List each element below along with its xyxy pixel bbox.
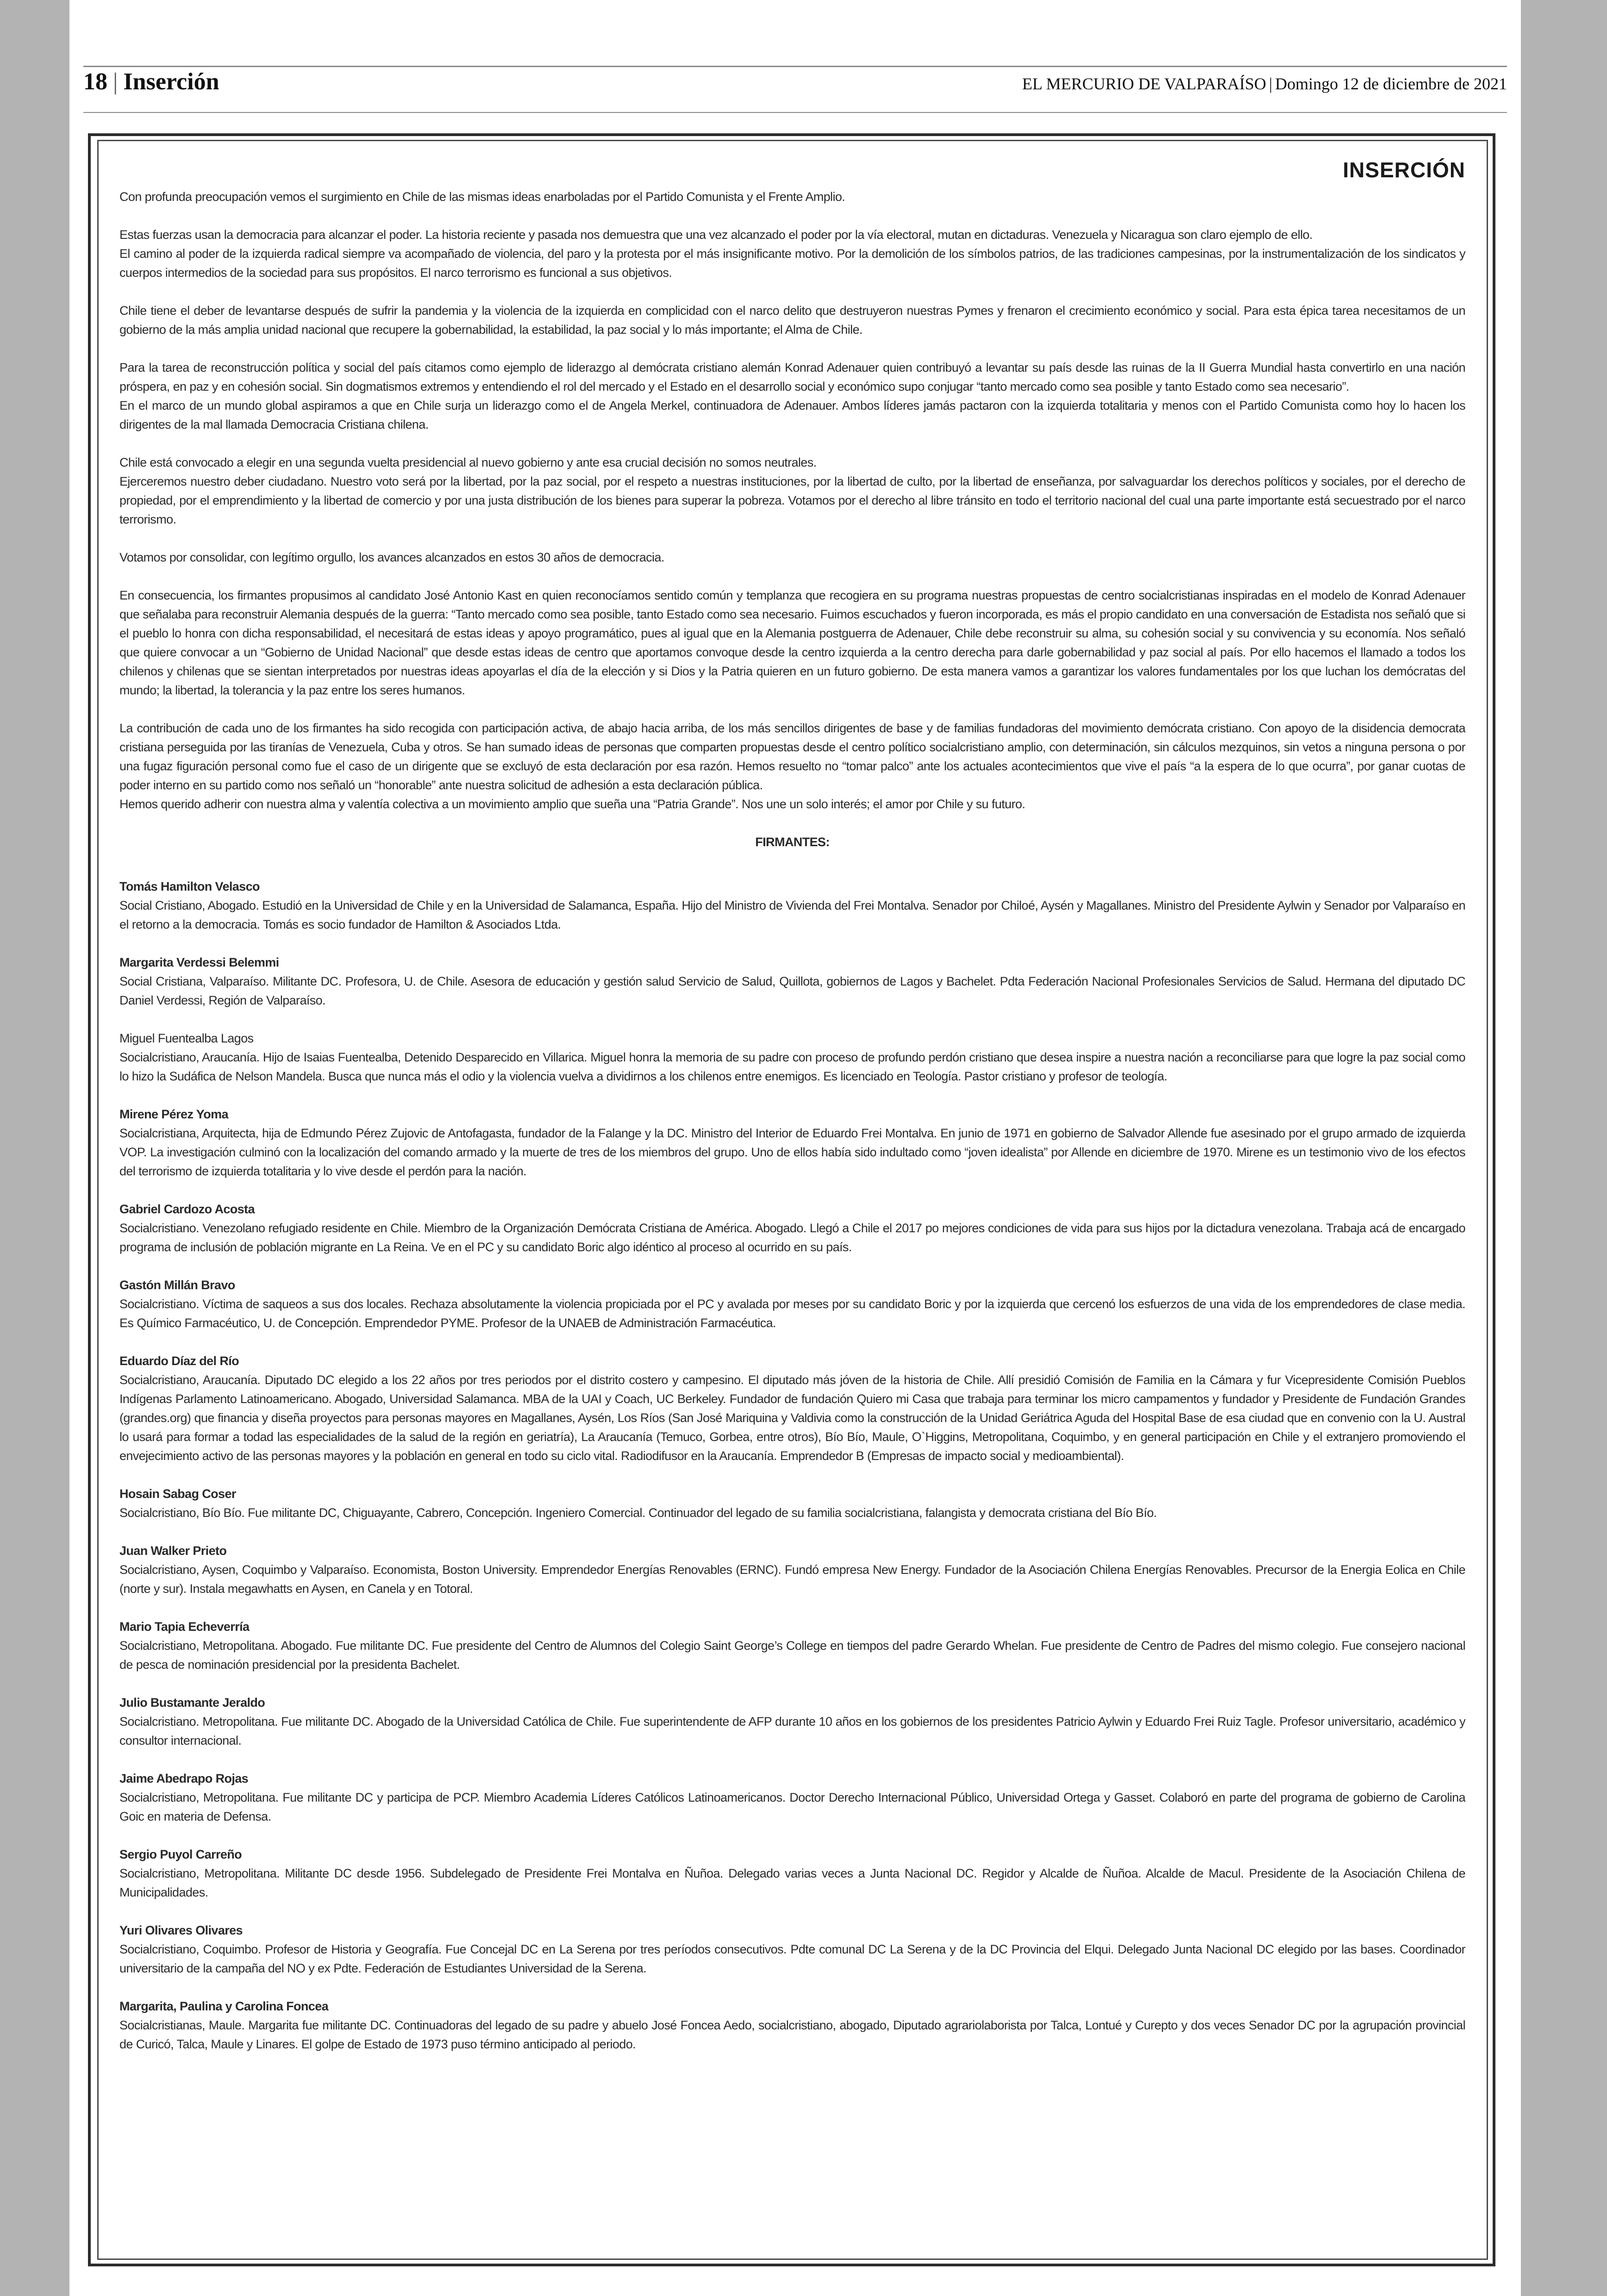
body-paragraph [119,586,1465,700]
newspaper-page [69,0,1521,2296]
paragraph-line: Votamos por consolidar, con legítimo orgullo, los avances alcanzados en estos 30 años de democracia. [119,550,664,564]
signer-name: Julio Bustamante Jeraldo [119,1696,265,1710]
page-header-right [1022,74,1507,94]
header-separator: | [113,68,118,95]
signer-description: Socialcristiano, Coquimbo. Profesor de Historia y Geografía. Fue Concejal DC en La Serena por tres períodos consecutivos. Pdte comunal DC La Serena y de la DC Provincia del Elqui. Delegado Junta Nacional DC elegido por las bases. Coordinador universitario de la campaña del NO y ex Pdte. Federación de Estudiantes Universidad de la Serena. [119,1942,1465,1975]
body-paragraph [119,719,1465,814]
signer-name: Margarita, Paulina y Carolina Foncea [119,1999,329,2013]
signer-entry [119,1617,1465,1674]
paragraph-line: El camino al poder de la izquierda radical siempre va acompañado de violencia, del paro y la protesta por el más insignificante motivo. Por la demolición de los símbolos patrios, de las tradiciones campesinas, por la instrumentalización de los sindicatos y cuerpos intermedios de la sociedad para sus propósitos. El narco terrorismo es funcional a sus objetivos. [119,247,1465,280]
signer-entry [119,1485,1465,1522]
paragraph-line: Chile tiene el deber de levantarse después de sufrir la pandemia y la violencia de la izquierda en complicidad con el narco delito que destruyeron nuestras Pymes y frenaron el crecimiento económico y social. Para esta épica tarea necesitamos de un gobierno de la más amplia unidad nacional que recupere la gobernabilidad, la estabilidad, la paz social y lo más importante; el Alma de Chile. [119,304,1465,337]
paragraph-line: Para la tarea de reconstrucción política y social del país citamos como ejemplo de liderazgo al demócrata cristiano alemán Konrad Adenauer quien contribuyó a levantar su país desde las ruinas de la II Guerra Mundial hasta convertirlo en una nación próspera, en paz y en cohesión social. Sin dogmatismos extremos y entendiendo el rol del mercado y el Estado en el desarrollo social y económico supo conjugar “tanto mercado como sea posible y tanto Estado como sea necesario”. [119,361,1465,393]
signer-description: Socialcristiano, Metropolitana. Militante DC desde 1956. Subdelegado de Presidente Frei Montalva en Ñuñoa. Delegado varias veces a Junta Nacional DC. Regidor y Alcalde de Ñuñoa. Alcalde de Macul. Presidente de la Asociación Chilena de Municipalidades. [119,1866,1465,1899]
signer-entry [119,1352,1465,1466]
signer-entry [119,1997,1465,2054]
signer-entry [119,1541,1465,1598]
body-paragraph [119,453,1465,529]
signer-entry [119,877,1465,934]
header-separator: | [1269,75,1273,93]
signer-name: Jaime Abedrapo Rojas [119,1772,249,1785]
paragraph-line: En el marco de un mundo global aspiramos a que en Chile surja un liderazgo como el de Angela Merkel, continuadora de Adenauer. Ambos líderes jamás pactaron con la izquierda totalitaria y menos con el Partido Comunista como hoy lo hacen los dirigentes de la mal llamada Democracia Cristiana chilena. [119,399,1465,431]
header-bottom-rule [83,112,1507,113]
signer-description: Socialcristiano, Araucanía. Diputado DC elegido a los 22 años por tres periodos por el distrito costero y campesino. El diputado más jóven de la historia de Chile. Allí presidió Comisión de Familia en la Cámara y fur Vicepresidente Comisión Pueblos Indígenas Parlamento Latinoamericano. Abogado, Universidad Salamanca. MBA de la UAI y Coach, UC Berkeley. Fundador de fundación Quiero mi Casa que trabaja para terminar los micro campamentos y fundador y Presidente de Fundación Grandes (grandes.org) que financia y diseña proyectos para personas mayores en Magallanes, Aysén, Los Ríos (San José Mariquina y Valdivia como la construcción de la Unidad Geriátrica Aguda del Hospital Base de esa ciudad que en convenio con la U. Austral lo usará para formar a todad las especialidades de la salud de la región en geriatría), La Araucanía (Temuco, Gorbea, entre otros), Bío Bío, Maule, O`Higgins, Metropolitana, Coquimbo, y en general participación en Chile y el extranjero promoviendo el envejecimiento activo de las personas mayores y la población en general en todo su ciclo vital. Radiodifusor en la Araucanía. Emprendedor B (Empresas de impacto social y medioambiental). [119,1373,1465,1463]
signer-description: Socialcristiano. Víctima de saqueos a sus dos locales. Rechaza absolutamente la violencia propiciada por el PC y avalada por meses por su candidato Boric y por la izquierda que cercenó los esfuerzos de una vida de los emprendedores de clase media. Es Químico Farmacéutico, U. de Concepción. Emprendedor PYME. Profesor de la UNAEB de Administración Farmacéutica. [119,1297,1465,1330]
paragraph-line: Chile está convocado a elegir en una segunda vuelta presidencial al nuevo gobierno y ante esa crucial decisión no somos neutrales. [119,455,817,469]
signer-entry [119,1029,1465,1086]
signer-entry [119,1200,1465,1257]
signer-description: Socialcristiano. Venezolano refugiado residente en Chile. Miembro de la Organización Demócrata Cristiana de América. Abogado. Llegó a Chile el 2017 po mejores condiciones de vida para sus hijos por la dictadura venezolana. Trabaja acá de encargado programa de inclusión de población migrante en La Reina. Ve en el PC y su candidato Boric algo idéntico al proceso al ocurrido en su país. [119,1221,1465,1254]
insertion-title: INSERCIÓN [1343,158,1465,182]
signer-description: Socialcristiano. Metropolitana. Fue militante DC. Abogado de la Universidad Católica de Chile. Fue superintendente de AFP durante 10 años en los gobiernos de los presidentes Patricio Aylwin y Eduardo Frei Ruiz Tagle. Profesor universitario, académico y consultor internacional. [119,1715,1465,1747]
signer-description: Social Cristiana, Valparaíso. Militante DC. Profesora, U. de Chile. Asesora de educación y gestión salud Servicio de Salud, Quillota, gobiernos de Lagos y Bachelet. Pdta Federación Nacional Profesionales Servicios de Salud. Hermana del diputado DC Daniel Verdessi, Región de Valparaíso. [119,974,1465,1007]
signer-entry [119,1105,1465,1181]
signer-entry [119,1693,1465,1750]
body-paragraph [119,187,1465,206]
signers-list [119,877,1465,2054]
section-name: Inserción [123,68,219,95]
paragraph-line: Estas fuerzas usan la democracia para alcanzar el poder. La historia reciente y pasada nos demuestra que una vez alcanzado el poder por la vía electoral, mutan en dictaduras. Venezuela y Nicaragua son claro ejemplo de ello. [119,228,1313,242]
newspaper-name: EL MERCURIO DE VALPARAÍSO [1022,75,1266,93]
signer-entry [119,1845,1465,1902]
signer-description: Social Cristiano, Abogado. Estudió en la Universidad de Chile y en la Universidad de Salamanca, España. Hijo del Ministro de Vivienda del Frei Montalva. Senador por Chiloé, Aysén y Magallanes. Ministro del Presidente Aylwin y Senador por Valparaíso en el retorno a la democracia. Tomás es socio fundador de Hamilton & Asociados Ltda. [119,898,1465,931]
signer-name: Tomás Hamilton Velasco [119,880,260,893]
signer-name: Yuri Olivares Olivares [119,1923,243,1937]
signer-name: Mario Tapia Echeverría [119,1620,250,1634]
body-paragraph [119,301,1465,339]
signer-entry [119,953,1465,1010]
signer-description: Socialcristiano, Metropolitana. Abogado. Fue militante DC. Fue presidente del Centro de Alumnos del Colegio Saint George’s College en tiempos del padre Gerardo Whelan. Fue presidente de Centro de Padres del mismo colegio. Fue consejero nacional de pesca de nominación presidencial por la presidenta Bachelet. [119,1639,1465,1672]
body-paragraph [119,548,1465,567]
page-number: 18 [83,68,107,95]
signer-name: Gastón Millán Bravo [119,1278,235,1292]
signer-name: Hosain Sabag Coser [119,1487,236,1501]
paragraph-line: Ejerceremos nuestro deber ciudadano. Nuestro voto será por la libertad, por la paz social, por el respeto a nuestras instituciones, por la libertad de culto, por la libertad de enseñanza, por salvaguardar los derechos políticos y sociales, por el derecho de propiedad, por el emprendimiento y la libertad de comercio y por una justa distribución de los bienes para superar la pobreza. Votamos por el derecho al libre tránsito en todo el territorio nacional del cual una parte importante está secuestrado por el narco terrorismo. [119,474,1465,526]
signer-name: Eduardo Díaz del Río [119,1354,239,1368]
page-header-left [83,68,219,95]
signer-description: Socialcristiana, Arquitecta, hija de Edmundo Pérez Zujovic de Antofagasta, fundador de la Falange y la DC. Ministro del Interior de Eduardo Frei Montalva. En junio de 1971 en gobierno de Salvador Allende fue asesinado por el grupo armado de izquierda VOP. La investigación culminó con la localización del comando armado y la muerte de tres de los miembros del grupo. Uno de ellos había sido indultado como “joven idealista” por Allende en diciembre de 1970. Mirene es un testimonio vivo de los efectos del terrorismo de izquierda totalitaria y lo vive desde el perdón para la nación. [119,1126,1465,1178]
paragraph-line: La contribución de cada uno de los firmantes ha sido recogida con participación activa, de abajo hacia arriba, de los más sencillos dirigentes de base y de familias fundadoras del movimiento demócrata cristiano. Con apoyo de la disidencia democrata cristiana perseguida por las tiranías de Venezuela, Cuba y otros. Se han sumado ideas de personas que comparten propuestas desde el centro político socialcristiano amplio, con determinación, sin cálculos mezquinos, sin vetos a ninguna persona o por una fugaz figuración personal como fue el caso de un dirigente que se excluyó de esta declaración por esa razón. Hemos resuelto no “tomar palco” ante los actuales acontecimientos que vive el país “a la espera de lo que ocurra”, por ganar cuotas de poder interno en su partido como nos señaló un “honorable” ante nuestra solicitud de adhesión a esta declaración pública. [119,721,1465,792]
signer-name: Sergio Puyol Carreño [119,1847,242,1861]
signer-entry [119,1769,1465,1826]
publication-date: Domingo 12 de diciembre de 2021 [1275,75,1507,93]
signer-name: Miguel Fuentealba Lagos [119,1031,254,1045]
signer-entry [119,1276,1465,1333]
signer-description: Socialcristiano, Aysen, Coquimbo y Valparaíso. Economista, Boston University. Emprendedor Energías Renovables (ERNC). Fundó empresa New Energy. Fundador de la Asociación Chilena Energías Renovables. Precursor de la Energia Eolica en Chile (norte y sur). Instala megawhatts en Aysen, en Canela y en Totoral. [119,1563,1465,1596]
body-paragraph [119,358,1465,434]
signer-description: Socialcristianas, Maule. Margarita fue militante DC. Continuadoras del legado de su padre y abuelo José Foncea Aedo, socialcristiano, abogado, Diputado agrariolaborista por Talca, Lontué y Curepto y dos veces Senador DC por la agrupación provincial de Curicó, Talca, Maule y Linares. El golpe de Estado de 1973 puso término anticipado al periodo. [119,2018,1465,2051]
signer-description: Socialcristiano, Metropolitana. Fue militante DC y participa de PCP. Miembro Academia Líderes Católicos Latinoamericanos. Doctor Derecho Internacional Público, Universidad Ortega y Gasset. Colaboró en parte del programa de gobierno de Carolina Goic en materia de Defensa. [119,1791,1465,1823]
signer-name: Margarita Verdessi Belemmi [119,955,279,969]
insertion-box [97,140,1488,2260]
header-top-rule [83,66,1507,67]
signer-description: Socialcristiano, Araucanía. Hijo de Isaias Fuentealba, Detenido Desparecido en Villarica. Miguel honra la memoria de su padre con proceso de profundo perdón cristiano que desea inspire a nuestra nación a reconciliarse para que logre la paz social como lo hizo la Sudáfica de Nelson Mandela. Busca que nunca más el odio y la violencia vuelva a dividirnos a los chilenos entre enemigos. Es licenciado en Teología. Pastor cristiano y profesor de teología. [119,1050,1465,1083]
signer-name: Mirene Pérez Yoma [119,1107,228,1121]
body-paragraph [119,225,1465,282]
paragraph-line: En consecuencia, los firmantes propusimos al candidato José Antonio Kast en quien reconocíamos sentido común y templanza que recogiera en su programa nuestras propuestas de centro socialcristianas inspiradas en el modelo de Konrad Adenauer que señalaba para reconstruir Alemania después de la guerra: “Tanto mercado como sea posible, tanto Estado como sea necesario. Fuimos escuchados y fueron incorporada, es más el propio candidato en una conversación de Estadista nos señaló que si el pueblo lo honra con dicha responsabilidad, el necesitará de estas ideas y apoyo programático, pues al igual que en la Alemania postguerra de Adenauer, Chile debe reconstruir su alma, su cohesión social y su convivencia y su economía. Nos señaló que quiere convocar a un “Gobierno de Unidad Nacional” que desde estas ideas de centro que aportamos convoque desde la centro izquierda a la centro derecha para darle gobernabilidad y paz social al país. Por ello hacemos el llamado a todos los chilenos y chilenas que se sientan interpretados por nuestras ideas apoyarlas el día de la elección y si Dios y la Patria quieren en un futuro gobierno. De esta manera vamos a garantizar los valores fundamentales por los que luchan los demócratas del mundo; la libertad, la tolerancia y la paz entre los seres humanos. [119,588,1465,697]
paragraph-line: Con profunda preocupación vemos el surgimiento en Chile de las mismas ideas enarboladas por el Partido Comunista y el Frente Amplio. [119,190,845,204]
signers-heading: FIRMANTES: [755,835,830,849]
paragraph-line: Hemos querido adherir con nuestra alma y valentía colectiva a un movimiento amplio que sueña una “Patria Grande”. Nos une un solo interés; el amor por Chile y su futuro. [119,797,1025,811]
signer-entry [119,1921,1465,1978]
signer-name: Juan Walker Prieto [119,1544,227,1558]
signer-name: Gabriel Cardozo Acosta [119,1202,255,1216]
declaration-body [119,187,1465,814]
signer-description: Socialcristiano, Bío Bío. Fue militante DC, Chiguayante, Cabrero, Concepción. Ingeniero Comercial. Continuador del legado de su familia socialcristiana, falangista y democrata cristiana del Bío Bío. [119,1506,1157,1520]
